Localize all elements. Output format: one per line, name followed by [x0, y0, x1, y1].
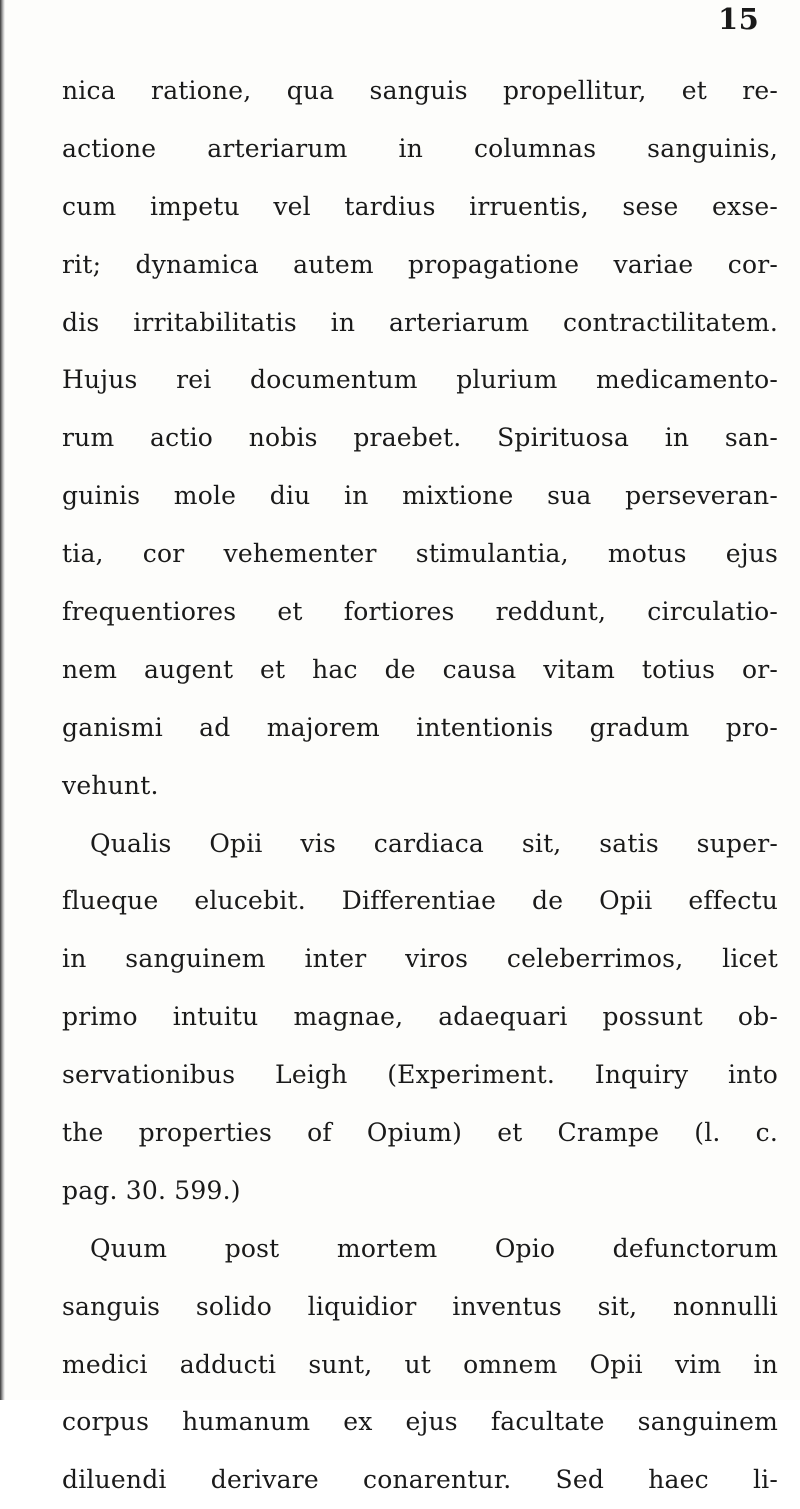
- text-line: the properties of Opium) et Crampe (l. c.: [62, 1118, 778, 1148]
- text-line: nem augent et hac de causa vitam totius or-: [62, 654, 778, 684]
- text-line: vehunt.: [62, 770, 159, 800]
- text-line: rit; dynamica autem propagatione variae cor-: [62, 249, 778, 279]
- text-line: nica ratione, qua sanguis propellitur, et re-: [62, 76, 778, 105]
- text-line: actione arteriarum in columnas sanguinis,: [62, 133, 778, 163]
- text-line: frequentiores et fortiores reddunt, circulatio-: [62, 597, 778, 627]
- text-line: pag. 30. 599.): [62, 1175, 241, 1205]
- text-line: diluendi derivare conarentur. Sed haec li-: [62, 1465, 778, 1495]
- page-number: 15: [718, 2, 760, 36]
- text-line: sanguis solido liquidior inventus sit, nonnulli: [62, 1291, 778, 1321]
- text-line: flueque elucebit. Differentiae de Opii effectu: [62, 886, 778, 916]
- text-line: tia, cor vehementer stimulantia, motus ejus: [62, 539, 778, 569]
- text-line: rum actio nobis praebet. Spirituosa in san-: [62, 423, 778, 453]
- text-line: in sanguinem inter viros celeberrimos, licet: [62, 944, 778, 974]
- text-line: corpus humanum ex ejus facultate sanguinem: [62, 1407, 778, 1437]
- text-line: Qualis Opii vis cardiaca sit, satis super-: [90, 828, 778, 858]
- text-line: primo intuitu magnae, adaequari possunt ob-: [62, 1002, 778, 1032]
- text-line: medici adducti sunt, ut omnem Opii vim in: [62, 1349, 778, 1379]
- text-line: Hujus rei documentum plurium medicamento-: [62, 365, 778, 395]
- page-binding-edge: [0, 0, 5, 1400]
- text-line: servationibus Leigh (Experiment. Inquiry into: [62, 1060, 778, 1090]
- text-line: dis irritabilitatis in arteriarum contractilitatem.: [62, 307, 778, 337]
- text-line: cum impetu vel tardius irruentis, sese exse-: [62, 191, 778, 221]
- text-line: guinis mole diu in mixtione sua perseveran-: [62, 481, 778, 511]
- body-text: [62, 62, 778, 1509]
- text-line: Quum post mortem Opio defunctorum: [90, 1233, 778, 1263]
- text-line: ganismi ad majorem intentionis gradum pro-: [62, 712, 778, 742]
